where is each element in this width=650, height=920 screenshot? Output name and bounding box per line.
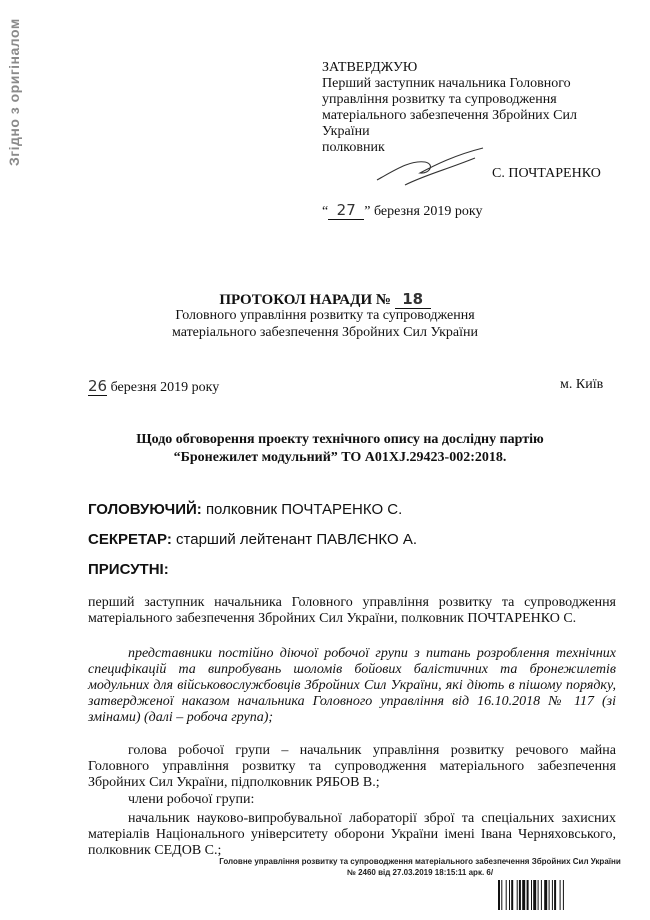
subject-line: “Бронежилет модульний” ТО А01ХJ.29423-002:2018.: [173, 450, 507, 465]
side-stamp: Згідно з оригіналом: [6, 18, 22, 167]
meeting-day: 26: [88, 377, 108, 395]
protocol-number: 18: [395, 290, 431, 309]
chair-label: ГОЛОВУЮЧИЙ:: [88, 501, 202, 518]
approval-line: управління розвитку та супроводження: [322, 92, 557, 107]
paragraph-working-group: представники постійно діючої робочої групи з питань розроблення технічних специфікацій та випробувань шоломів бойових балістичних та бронежилетів модульних для військовослужбовців Збройних Сил України, які діють в пішому порядку, затвердженої наказом начальника Головного управління від 16.10.2018 № 117 (зі змінами) (далі – робоча група);: [88, 646, 616, 725]
approver-name: С. ПОЧТАРЕНКО: [492, 166, 601, 181]
approval-day: 27: [328, 201, 364, 220]
approval-line: України: [322, 124, 370, 139]
approval-rank: полковник: [322, 140, 385, 155]
paragraph-first-deputy: перший заступник начальника Головного управління розвитку та супроводження матеріального забезпечення Збройних Сил України, полковник ПОЧТАРЕНКО С.: [88, 595, 616, 626]
meeting-city: м. Київ: [560, 377, 604, 392]
protocol-subtitle: [0, 307, 650, 341]
approval-date-rest: березня 2019 року: [373, 204, 483, 219]
footer-line: Головне управління розвитку та супроводження матеріального забезпечення Збройних Сил України: [219, 857, 621, 866]
chair-value: полковник ПОЧТАРЕНКО С.: [205, 501, 403, 518]
registration-footer: [210, 856, 630, 878]
approval-line: матеріального забезпечення Збройних Сил: [322, 108, 577, 123]
chair-line: [88, 501, 402, 518]
close-quote: ”: [364, 204, 371, 219]
footer-line: № 2460 від 27.03.2019 18:15:11 арк. 6/: [346, 868, 494, 877]
meeting-date: [88, 377, 219, 396]
secretary-label: СЕКРЕТАР:: [88, 531, 172, 548]
approval-heading: ЗАТВЕРДЖУЮ: [322, 60, 418, 75]
secretary-value: старший лейтенант ПАВЛЄНКО А.: [176, 531, 417, 548]
paragraph-group-head: голова робочої групи – начальник управління розвитку речового майна Головного управління розвитку та супроводження матеріального забезпечення Збройних Сил України, підполковник РЯБОВ В.;: [88, 743, 616, 790]
meeting-date-rest: березня 2019 року: [110, 380, 220, 395]
present-heading: ПРИСУТНІ:: [88, 561, 169, 578]
open-quote: “: [322, 204, 329, 219]
protocol-sub-line: матеріального забезпечення Збройних Сил України: [171, 325, 479, 340]
barcode: [498, 880, 616, 910]
protocol-title-text: ПРОТОКОЛ НАРАДИ №: [219, 292, 391, 308]
paragraph-members-label: члени робочої групи:: [128, 792, 255, 807]
handwritten-signature: [375, 140, 485, 190]
paragraph-member-sedov: начальник науково-випробувальної лабораторії зброї та спеціальних захисних матеріалів Національного університету оборони України імені Івана Черняховського, полковник СЕДОВ С.;: [88, 811, 616, 858]
approval-line: Перший заступник начальника Головного: [322, 76, 571, 91]
subject-line: Щодо обговорення проекту технічного опису на дослідну партію: [136, 432, 544, 447]
secretary-line: [88, 531, 417, 548]
subject: [60, 431, 620, 467]
protocol-sub-line: Головного управління розвитку та супроводження: [175, 308, 475, 323]
approval-date: [322, 201, 483, 220]
